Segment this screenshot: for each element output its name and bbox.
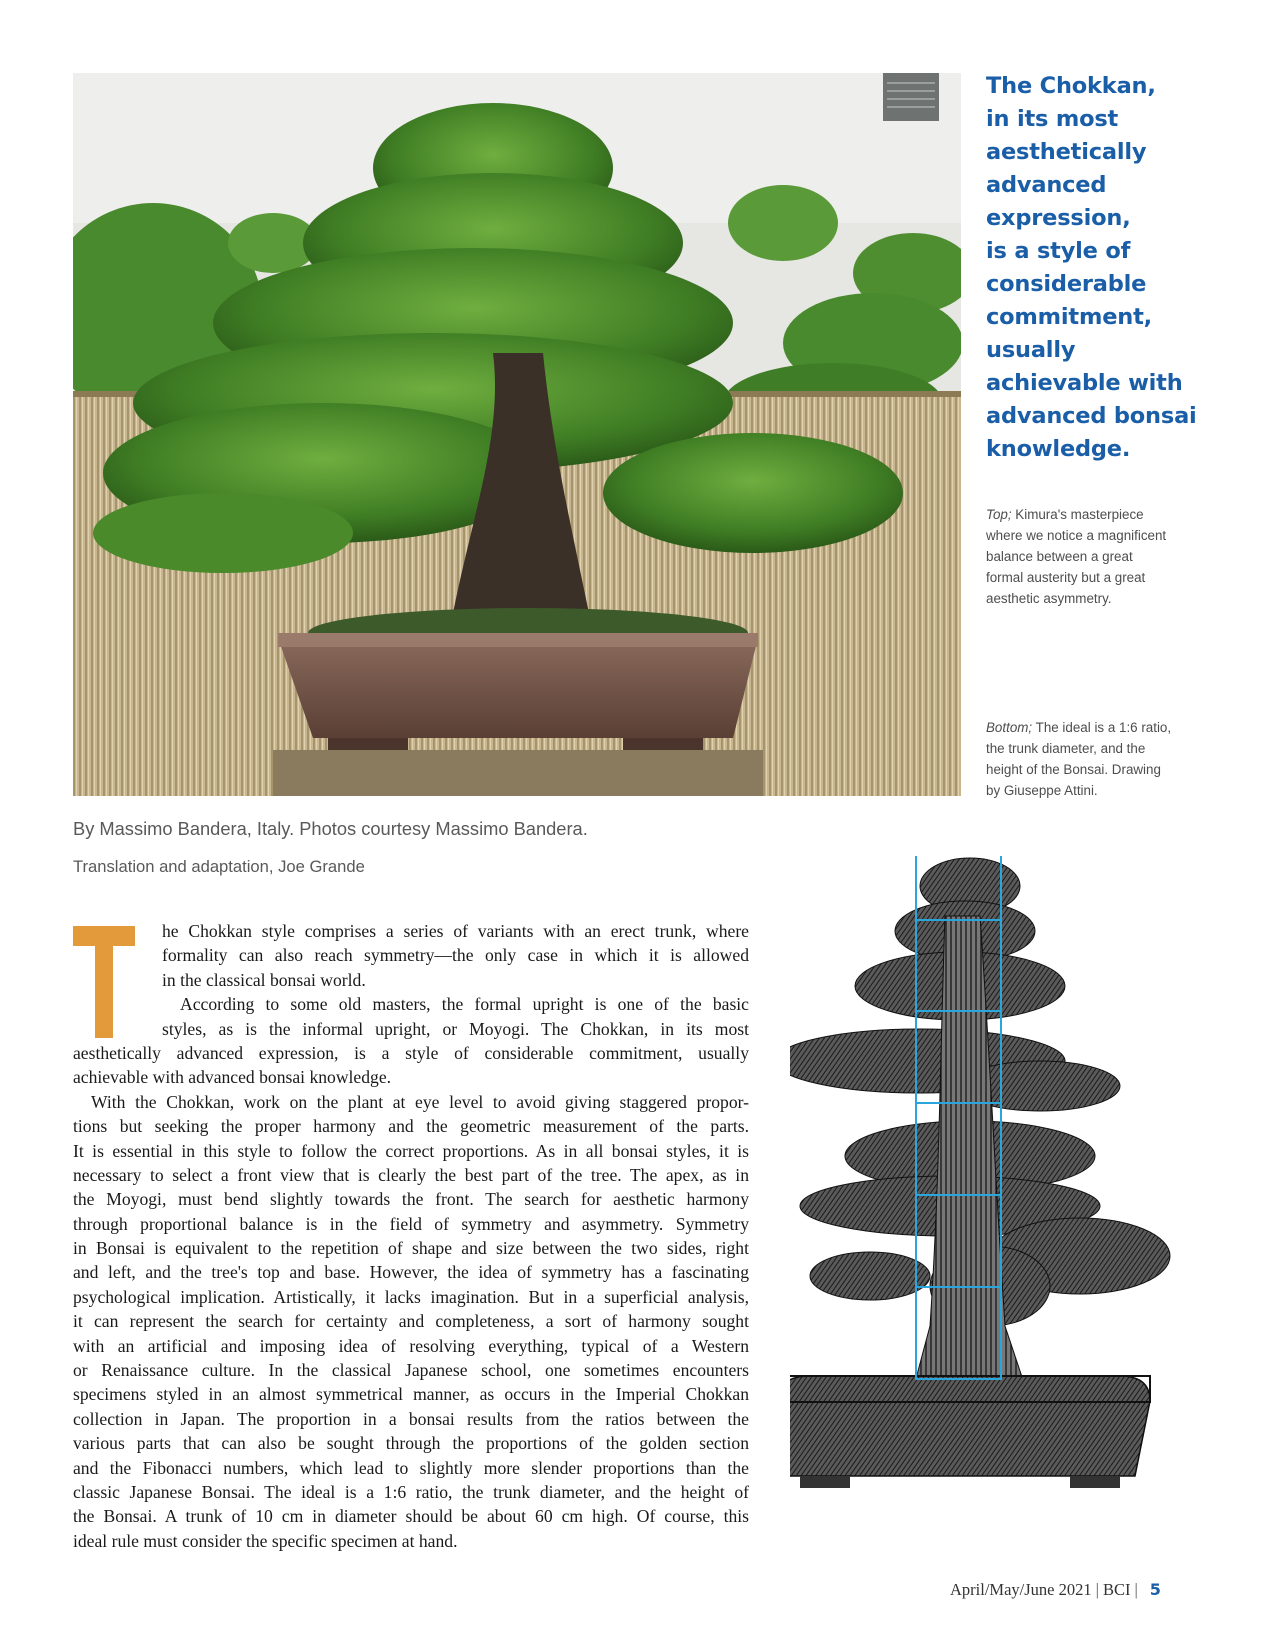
pull-quote-line: advanced bonsai	[986, 403, 1197, 429]
pull-quote-line: expression,	[986, 205, 1131, 231]
body-line: collection in Japan. The proportion in a bonsai results from the ratios between the	[73, 1408, 749, 1429]
footer-separator: |	[1134, 1580, 1138, 1599]
body-line: According to some old masters, the formal upright is one of the basic	[180, 994, 749, 1015]
body-line: it can represent the search for certainty and completeness, a sort of harmony sought	[73, 1311, 749, 1332]
pull-quote-line: considerable	[986, 271, 1147, 297]
caption-bottom	[986, 717, 1236, 801]
body-line: various parts that can also be sought through the proportions of the golden section	[73, 1433, 749, 1454]
body-line: ideal rule must consider the specific specimen at hand.	[73, 1530, 458, 1551]
caption-text: The ideal is a 1:6 ratio,	[1032, 720, 1172, 735]
body-line: styles, as is the informal upright, or Moyogi. The Chokkan, in its most	[162, 1018, 749, 1039]
caption-line: balance between a great	[986, 549, 1133, 564]
caption-line: by Giuseppe Attini.	[986, 783, 1098, 798]
body-line: in Bonsai is equivalent to the repetition of shape and size between the two sides, right	[73, 1238, 749, 1259]
pull-quote-line: The Chokkan,	[986, 73, 1156, 99]
caption-line: height of the Bonsai. Drawing	[986, 762, 1161, 777]
body-line: classic Japanese Bonsai. The ideal is a 1:6 ratio, the trunk diameter, and the height of	[73, 1481, 749, 1502]
pull-quote-line: achievable with	[986, 370, 1183, 396]
body-line: With the Chokkan, work on the plant at eye level to avoid giving staggered propor-	[91, 1091, 749, 1112]
body-line: the Bonsai. A trunk of 10 cm in diameter should be about 60 cm high. Of course, this	[73, 1506, 749, 1527]
translation-credit: Translation and adaptation, Joe Grande	[73, 857, 365, 876]
body-line: formality can also reach symmetry—the only case in which it is allowed	[162, 945, 749, 966]
body-line: psychological implication. Artistically, it lacks imagination. But in a superficial analysis,	[73, 1286, 749, 1307]
pull-quote-line: is a style of	[986, 238, 1131, 264]
caption-line: where we notice a magnificent	[986, 528, 1167, 543]
body-line: tions but seeking the proper harmony and the geometric measurement of the parts.	[73, 1116, 749, 1137]
article-body	[73, 919, 749, 1553]
bonsai-proportion-drawing	[790, 856, 1185, 1551]
body-line: he Chokkan style comprises a series of variants with an erect trunk, where	[162, 921, 749, 941]
body-line: and left, and the tree's top and base. However, the idea of symmetry has a fascinating	[73, 1262, 749, 1283]
body-line: or Renaissance culture. In the classical Japanese school, one sometimes encounters	[73, 1360, 749, 1381]
body-line: achievable with advanced bonsai knowledge.	[73, 1067, 392, 1088]
pull-quote-line: aesthetically	[986, 139, 1147, 165]
body-line: It is essential in this style to follow the correct proportions. As in all bonsai styles, it is	[73, 1140, 749, 1161]
caption-line	[986, 504, 1236, 525]
body-line: with an artificial and imposing idea of resolving everything, typical of a Western	[73, 1335, 749, 1356]
pull-quote-line: knowledge.	[986, 436, 1131, 462]
page-number: 5	[1149, 1580, 1161, 1599]
body-line: the Moyogi, must bend slightly towards the front. The search for aesthetic harmony	[73, 1189, 749, 1210]
caption-line: aesthetic asymmetry.	[986, 591, 1112, 606]
body-line: in the classical bonsai world.	[162, 969, 366, 990]
pull-quote-line: usually	[986, 337, 1076, 363]
footer-issue: April/May/June 2021	[950, 1580, 1092, 1599]
footer-separator: |	[1095, 1580, 1099, 1599]
footer-magazine: BCI	[1102, 1580, 1131, 1599]
body-line: specimens styled in an almost symmetrical manner, as occurs in the Imperial Chokkan	[73, 1384, 749, 1405]
pull-quote-line: commitment,	[986, 304, 1152, 330]
caption-line: formal austerity but a great	[986, 570, 1146, 585]
caption-line: the trunk diameter, and the	[986, 741, 1146, 756]
pull-quote	[986, 70, 1231, 466]
page-footer	[950, 1580, 1161, 1600]
body-line: through proportional balance is in the field of symmetry and asymmetry. Symmetry	[73, 1213, 749, 1234]
caption-top	[986, 504, 1236, 609]
pull-quote-line: advanced	[986, 172, 1107, 198]
body-line: aesthetically advanced expression, is a style of considerable commitment, usually	[73, 1042, 749, 1063]
caption-label: Top;	[986, 507, 1012, 522]
bonsai-photo	[73, 73, 961, 796]
caption-line	[986, 717, 1236, 738]
caption-label: Bottom;	[986, 720, 1033, 735]
body-line: necessary to select a front view that is clearly the best part of the tree. The apex, as in	[73, 1164, 749, 1185]
pull-quote-line: in its most	[986, 106, 1119, 132]
caption-text: Kimura's masterpiece	[1011, 507, 1144, 522]
body-line: and the Fibonacci numbers, which lead to slightly more slender proportions than the	[73, 1457, 749, 1478]
byline: By Massimo Bandera, Italy. Photos courtesy Massimo Bandera.	[73, 818, 588, 839]
